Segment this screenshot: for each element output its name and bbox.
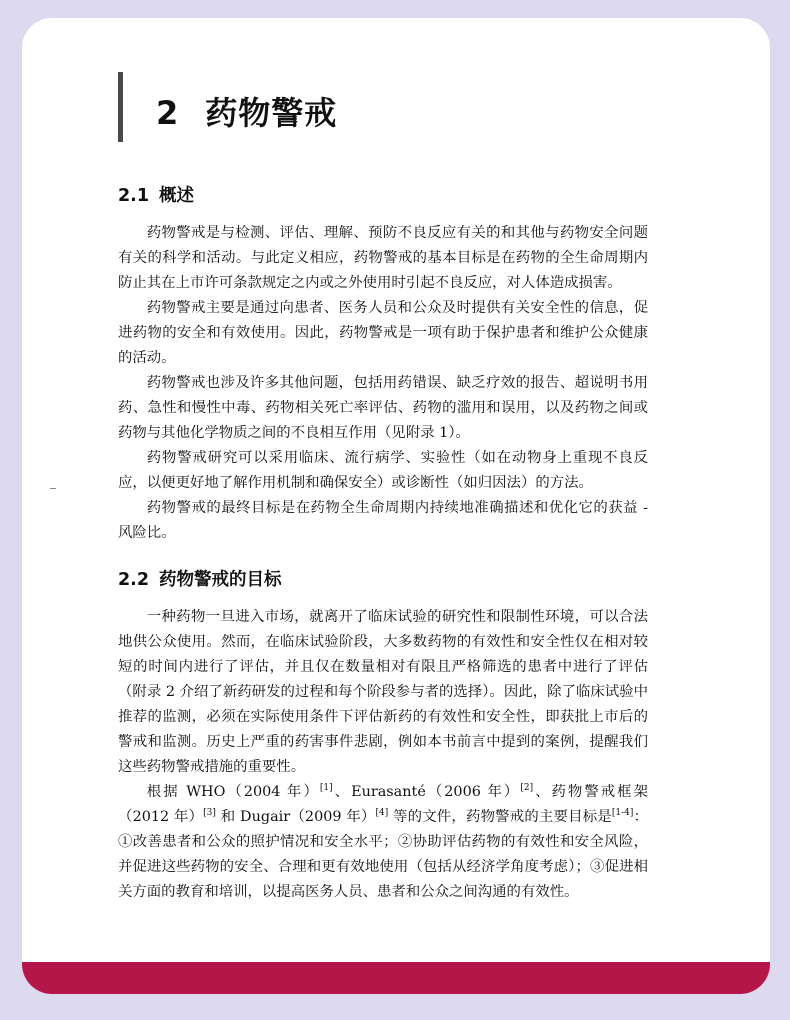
paragraph: 药物警戒也涉及许多其他问题，包括用药错误、缺乏疗效的报告、超说明书用药、急性和慢性中毒、药物相关死亡率评估、药物的滥用和误用，以及药物之间或药物与其他化学物质之间的不良相互作用（见附录 1）。 bbox=[118, 375, 648, 441]
citation-ref: [1-4] bbox=[611, 808, 634, 818]
section-title: 概述 bbox=[159, 186, 195, 206]
paragraph: 药物警戒的最终目标是在药物全生命周期内持续地准确描述和优化它的获益 - 风险比。 bbox=[118, 500, 648, 541]
section-objectives bbox=[118, 566, 648, 905]
page-content bbox=[118, 182, 648, 905]
chapter-number: 2 bbox=[156, 94, 180, 132]
paragraph-text: 和 Dugair（2009 年） bbox=[215, 809, 376, 825]
paragraph-text: ：①改善患者和公众的照护情况和安全水平；②协助评估药物的有效性和安全风险，并促进这些药物的安全、合理和更有效地使用（包括从经济学角度考虑）；③促进相关方面的教育和培训，以提高医务人员、患者和公众之间沟通的有效性。 bbox=[118, 809, 648, 900]
chapter-title bbox=[156, 88, 337, 134]
paragraph-text: 、Eurasanté（2006 年） bbox=[332, 784, 521, 800]
citation-ref: [2] bbox=[520, 783, 534, 793]
section-overview bbox=[118, 182, 648, 546]
paragraph-text: 根据 WHO（2004 年） bbox=[146, 784, 320, 800]
margin-tick bbox=[50, 488, 56, 489]
section-number: 2.1 bbox=[118, 186, 150, 206]
citation-ref: [3] bbox=[203, 808, 216, 818]
paragraph: 药物警戒研究可以采用临床、流行病学、实验性（如在动物身上重现不良反应，以便更好地了解作用机制和确保安全）或诊断性（如归因法）的方法。 bbox=[118, 450, 648, 491]
paragraph-text: 等的文件，药物警戒的主要目标是 bbox=[388, 809, 612, 825]
section-heading bbox=[118, 182, 648, 207]
chapter-header bbox=[118, 72, 618, 142]
section-title: 药物警戒的目标 bbox=[159, 570, 282, 590]
citation-ref: [1] bbox=[319, 783, 333, 793]
paragraph-text: 、药物警戒框架（2012 年） bbox=[118, 784, 648, 825]
paragraph: 药物警戒是与检测、评估、理解、预防不良反应有关的和其他与药物安全问题有关的科学和活动。与此定义相应，药物警戒的基本目标是在药物的全生命周期内防止其在上市许可条款规定之内或之外使用时引起不良反应，对人体造成损害。 bbox=[118, 225, 648, 291]
citation-ref: [4] bbox=[375, 808, 389, 818]
paragraph-with-citations bbox=[118, 780, 648, 905]
section-heading bbox=[118, 566, 648, 591]
paragraph: 药物警戒主要是通过向患者、医务人员和公众及时提供有关安全性的信息，促进药物的安全和有效使用。因此，药物警戒是一项有助于保护患者和维护公众健康的活动。 bbox=[118, 300, 648, 366]
chapter-title-text: 药物警戒 bbox=[205, 94, 338, 132]
paragraph: 一种药物一旦进入市场，就离开了临床试验的研究性和限制性环境，可以合法地供公众使用。然而，在临床试验阶段，大多数药物的有效性和安全性仅在相对较短的时间内进行了评估，并且仅在数量相对有限且严格筛选的患者中进行了评估（附录 2 介绍了新药研发的过程和每个阶段参与者的选择）。因此，除了临床试验中推荐的监测，必须在实际使用条件下评估新药的有效性和安全性，即获批上市后的警戒和监测。历史上严重的药害事件悲剧，例如本书前言中提到的案例，提醒我们这些药物警戒措施的重要性。 bbox=[118, 609, 648, 775]
page-footer-band bbox=[22, 962, 770, 994]
chapter-accent-bar bbox=[118, 72, 123, 142]
section-number: 2.2 bbox=[118, 570, 150, 590]
